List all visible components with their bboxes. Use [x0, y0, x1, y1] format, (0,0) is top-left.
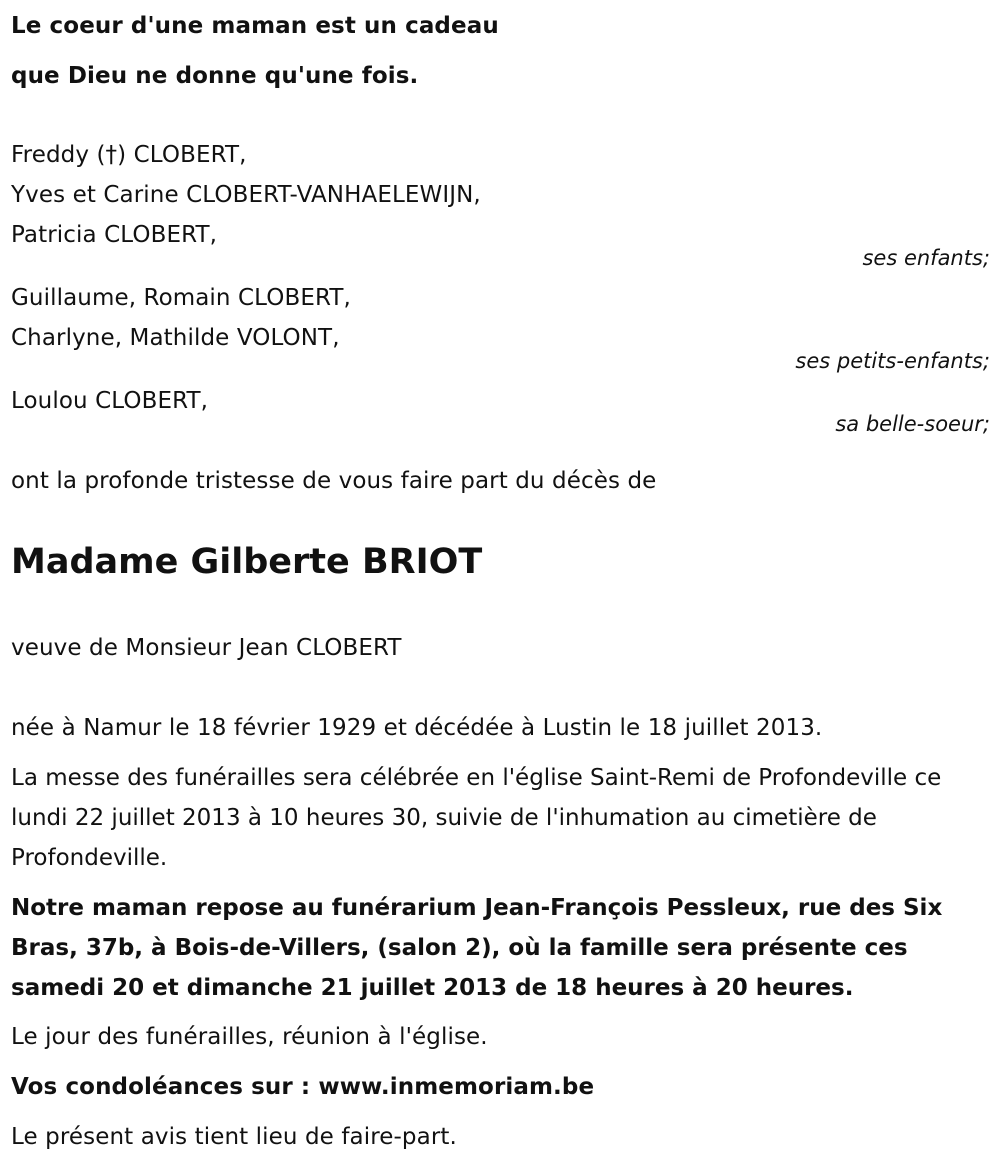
deceased-name: Madame Gilberte BRIOT [11, 542, 483, 582]
sister-in-law-role: sa belle-soeur; [835, 412, 990, 436]
condolences-text: Vos condoléances sur : www.inmemoriam.be [11, 1074, 595, 1100]
widow-of-text: veuve de Monsieur Jean CLOBERT [11, 635, 402, 661]
announcement-text: ont la profonde tristesse de vous faire part du décès de [11, 468, 657, 494]
sister-in-law-name: Loulou CLOBERT, [11, 388, 209, 414]
grandchildren-role: ses petits-enfants; [795, 349, 990, 373]
grandchild-name: Charlyne, Mathilde VOLONT, [11, 325, 340, 351]
funerarium-paragraph: Notre maman repose au funérarium Jean-François Pessleux, rue des Six Bras, 37b, à Bois-de-Villers, (salon 2), où la famille sera présente ces samedi 20 et dimanche 21 juillet 2013 de 18 heures à 20 heures. [11, 895, 943, 1001]
child-name: Freddy (†) CLOBERT, [11, 142, 247, 168]
child-name: Patricia CLOBERT, [11, 222, 218, 248]
birth-death-text: née à Namur le 18 février 1929 et décédée à Lustin le 18 juillet 2013. [11, 715, 823, 741]
epigraph-line-2: que Dieu ne donne qu'une fois. [11, 63, 419, 89]
grandchild-name: Guillaume, Romain CLOBERT, [11, 285, 351, 311]
meeting-text: Le jour des funérailles, réunion à l'église. [11, 1024, 488, 1050]
notice-text: Le présent avis tient lieu de faire-part. [11, 1124, 457, 1150]
funeral-mass-paragraph: La messe des funérailles sera célébrée en l'église Saint-Remi de Profondeville ce lundi 22 juillet 2013 à 10 heures 30, suivie de l'inhumation au cimetière de Profondeville. [11, 765, 942, 871]
child-name: Yves et Carine CLOBERT-VANHAELEWIJN, [11, 182, 481, 208]
children-role: ses enfants; [862, 246, 990, 270]
epigraph-line-1: Le coeur d'une maman est un cadeau [11, 13, 499, 39]
